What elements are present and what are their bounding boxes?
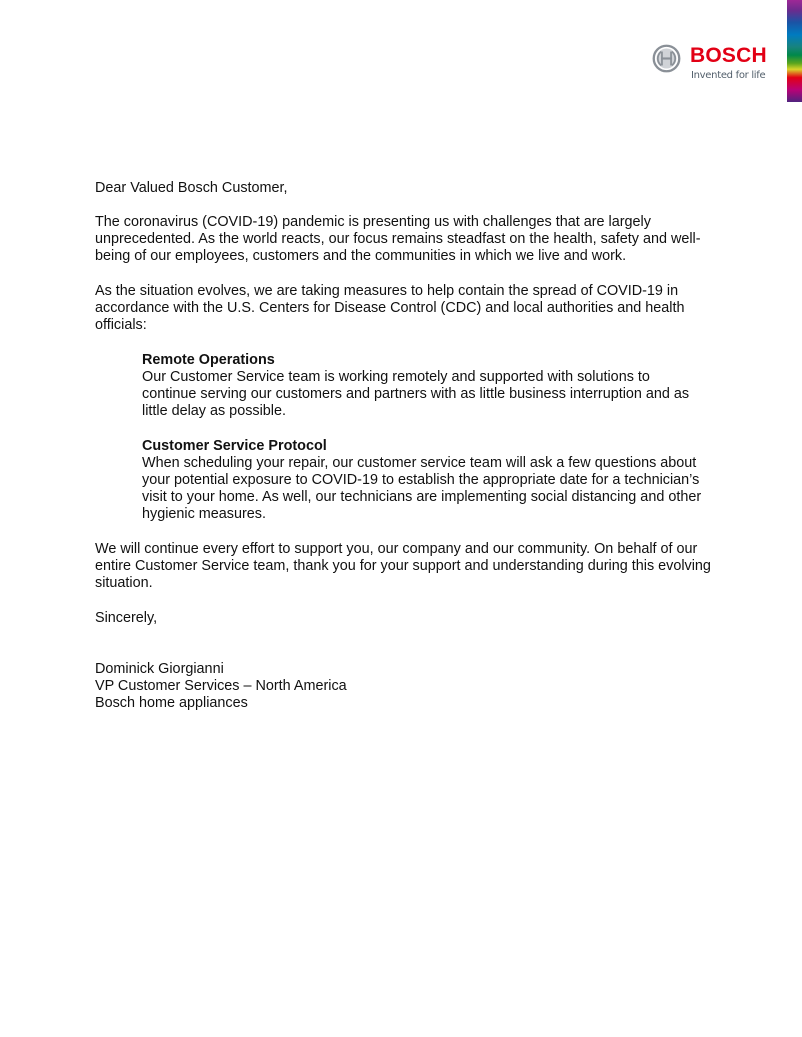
section-heading: Remote Operations (142, 352, 275, 368)
section-body: When scheduling your repair, our customer service team will ask a few questions about your potential exposure to COVID-19 to establish the appropriate date for a technician’s visit to your home. As well, our technicians are implementing social distancing and other hygienic measures. (142, 455, 702, 522)
signatory-name: Dominick Giorgianni (95, 661, 224, 677)
intro-paragraph: The coronavirus (COVID-19) pandemic is presenting us with challenges that are largely unprecedented. As the world reacts, our focus remains steadfast on the health, safety and well-being of our employees, customers and the communities in which we live and work. (95, 214, 701, 264)
section-remote-operations (142, 352, 708, 420)
section-body: Our Customer Service team is working remotely and supported with solutions to continue serving our customers and partners with as little business interruption and as little delay as possible. (142, 369, 690, 419)
bosch-logo (652, 42, 772, 86)
section-customer-service-protocol (142, 438, 708, 523)
salutation: Dear Valued Bosch Customer, (95, 180, 288, 196)
brand-tagline: Invented for life (691, 70, 766, 81)
closing-paragraph: We will continue every effort to support you, our company and our community. On behalf of our entire Customer Service team, thank you for your support and understanding during this evolving situation. (95, 541, 711, 591)
bosch-armature-icon (652, 44, 681, 73)
section-heading: Customer Service Protocol (142, 438, 327, 454)
sign-off: Sincerely, (95, 610, 158, 626)
signatory-title: VP Customer Services – North America (95, 678, 347, 694)
signatory-company: Bosch home appliances (95, 695, 248, 711)
signature-block (95, 661, 707, 712)
letter-body (95, 180, 711, 712)
brand-wordmark: BOSCH (690, 44, 767, 67)
measures-paragraph: As the situation evolves, we are taking measures to help contain the spread of COVID-19 in accordance with the U.S. Centers for Disease Control (CDC) and local authorities and health officials: (95, 283, 685, 333)
brand-color-strip (787, 0, 802, 102)
